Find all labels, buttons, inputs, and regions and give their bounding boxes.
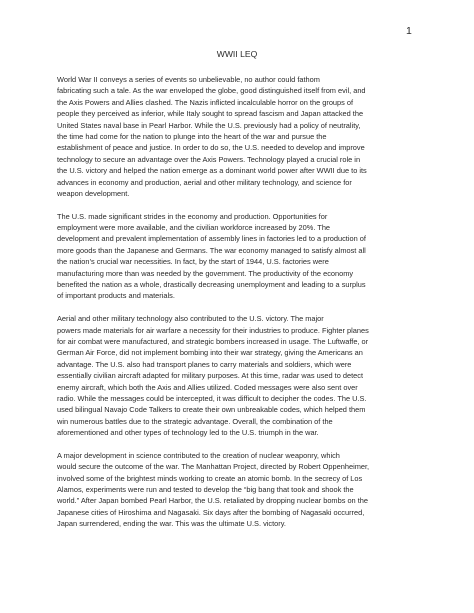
- text-line: A major development in science contributed to the creation of nuclear weaponry, which: [57, 450, 340, 460]
- page-number: 1: [406, 25, 412, 37]
- text-line: advantage. The U.S. also had transport planes to carry materials and soldiers, which were: [57, 359, 352, 369]
- text-line: aforementioned and other types of technology led to the U.S. triumph in the war.: [57, 428, 319, 438]
- text-line: Japan surrendered, ending the war. This was the ultimate U.S. victory.: [57, 519, 286, 529]
- text-line: enemy aircraft, which both the Axis and Allies utilized. Coded messages were also sent over: [57, 382, 358, 392]
- text-line: the time had come for the nation to plunge into the heart of the war and pursue the: [57, 131, 327, 141]
- text-line: the nation’s crucial war necessities. In fact, by the start of 1944, U.S. factories were: [57, 257, 329, 267]
- text-line: establishment of peace and justice. In order to do so, the U.S. needed to develop and improve: [57, 143, 365, 153]
- text-line: people they perceived as inferior, while Italy sought to spread fascism and Japan attacked the: [57, 109, 364, 119]
- text-line: of important products and materials.: [57, 291, 175, 301]
- text-line: radio. While the messages could be intercepted, it was difficult to decipher the codes. The U.S.: [57, 393, 367, 403]
- text-line: German Air Force, did not implement bombing into their war strategy, giving the Americans an: [57, 348, 363, 358]
- text-line: Aerial and other military technology also contributed to the U.S. victory. The major: [57, 314, 324, 324]
- paragraph: [57, 313, 432, 438]
- text-line: for air combat were manufactured, and strategic bombers increased in usage. The Luftwaffe, or: [57, 336, 369, 346]
- text-line: win numerous battles due to the strategic advantage. Overall, the combination of the: [57, 416, 333, 426]
- text-line: powers made materials for air warfare a necessity for their industries to produce. Fighter planes: [57, 325, 369, 335]
- text-line: technology to secure an advantage over the Axis Powers. Technology played a crucial role in: [57, 154, 361, 164]
- text-line: employment were more available, and the civilian workforce increased by 20%. The: [57, 223, 331, 233]
- paragraph: [57, 450, 432, 530]
- text-line: involved some of the brightest minds working to create an atomic bomb. In the secrecy of Los: [57, 473, 363, 483]
- text-line: development and prevalent implementation of assembly lines in factories led to a production of: [57, 234, 366, 244]
- paragraph: [57, 74, 432, 199]
- document-title: WWII LEQ: [216, 49, 258, 59]
- text-line: World War II conveys a series of events so unbelievable, no author could fathom: [57, 75, 320, 84]
- text-line: the Axis Powers and Allies clashed. The Nazis inflicted incalculable horror on the groups of: [57, 97, 354, 107]
- text-line: weapon development.: [57, 188, 130, 198]
- text-line: more goods than the Japanese and Germans. The war economy managed to satisfy almost all: [57, 245, 366, 255]
- text-line: Japanese cities of Hiroshima and Nagasaki. Six days after the bombing of Nagasaki occurred,: [57, 507, 365, 517]
- text-line: the U.S. victory and helped the nation emerge as a dominant world power after WWII due to its: [57, 166, 367, 176]
- text-line: The U.S. made significant strides in the economy and production. Opportunities for: [57, 211, 328, 221]
- text-line: manufacturing more than was needed by the government. The productivity of the economy: [57, 268, 354, 278]
- text-line: benefited the nation as a whole, drastically decreasing unemployment and leading to a surplus: [57, 280, 366, 290]
- paragraph: [57, 211, 432, 302]
- text-line: advances in economy and production, aerial and other military technology, and science for: [57, 177, 352, 187]
- text-line: would secure the outcome of the war. The Manhattan Project, directed by Robert Oppenheimer,: [57, 462, 370, 472]
- text-line: United States naval base in Pearl Harbor. While the U.S. previously had a policy of neutrality,: [57, 120, 361, 130]
- text-line: fabricating such a tale. As the war enveloped the globe, good distinguished itself from evil, and: [57, 86, 366, 96]
- text-line: used bilingual Navajo Code Talkers to create their own unbreakable codes, which helped them: [57, 405, 366, 415]
- text-line: world.” After Japan bombed Pearl Harbor, the U.S. retaliated by dropping nuclear bombs on the: [57, 496, 368, 506]
- document-body: [57, 74, 432, 541]
- text-line: Alamos, experiments were run and tested to develop the “big bang that took and shook the: [57, 485, 354, 495]
- text-line: essentially civilian aircraft adapted for military purposes. At this time, radar was used to detect: [57, 371, 364, 381]
